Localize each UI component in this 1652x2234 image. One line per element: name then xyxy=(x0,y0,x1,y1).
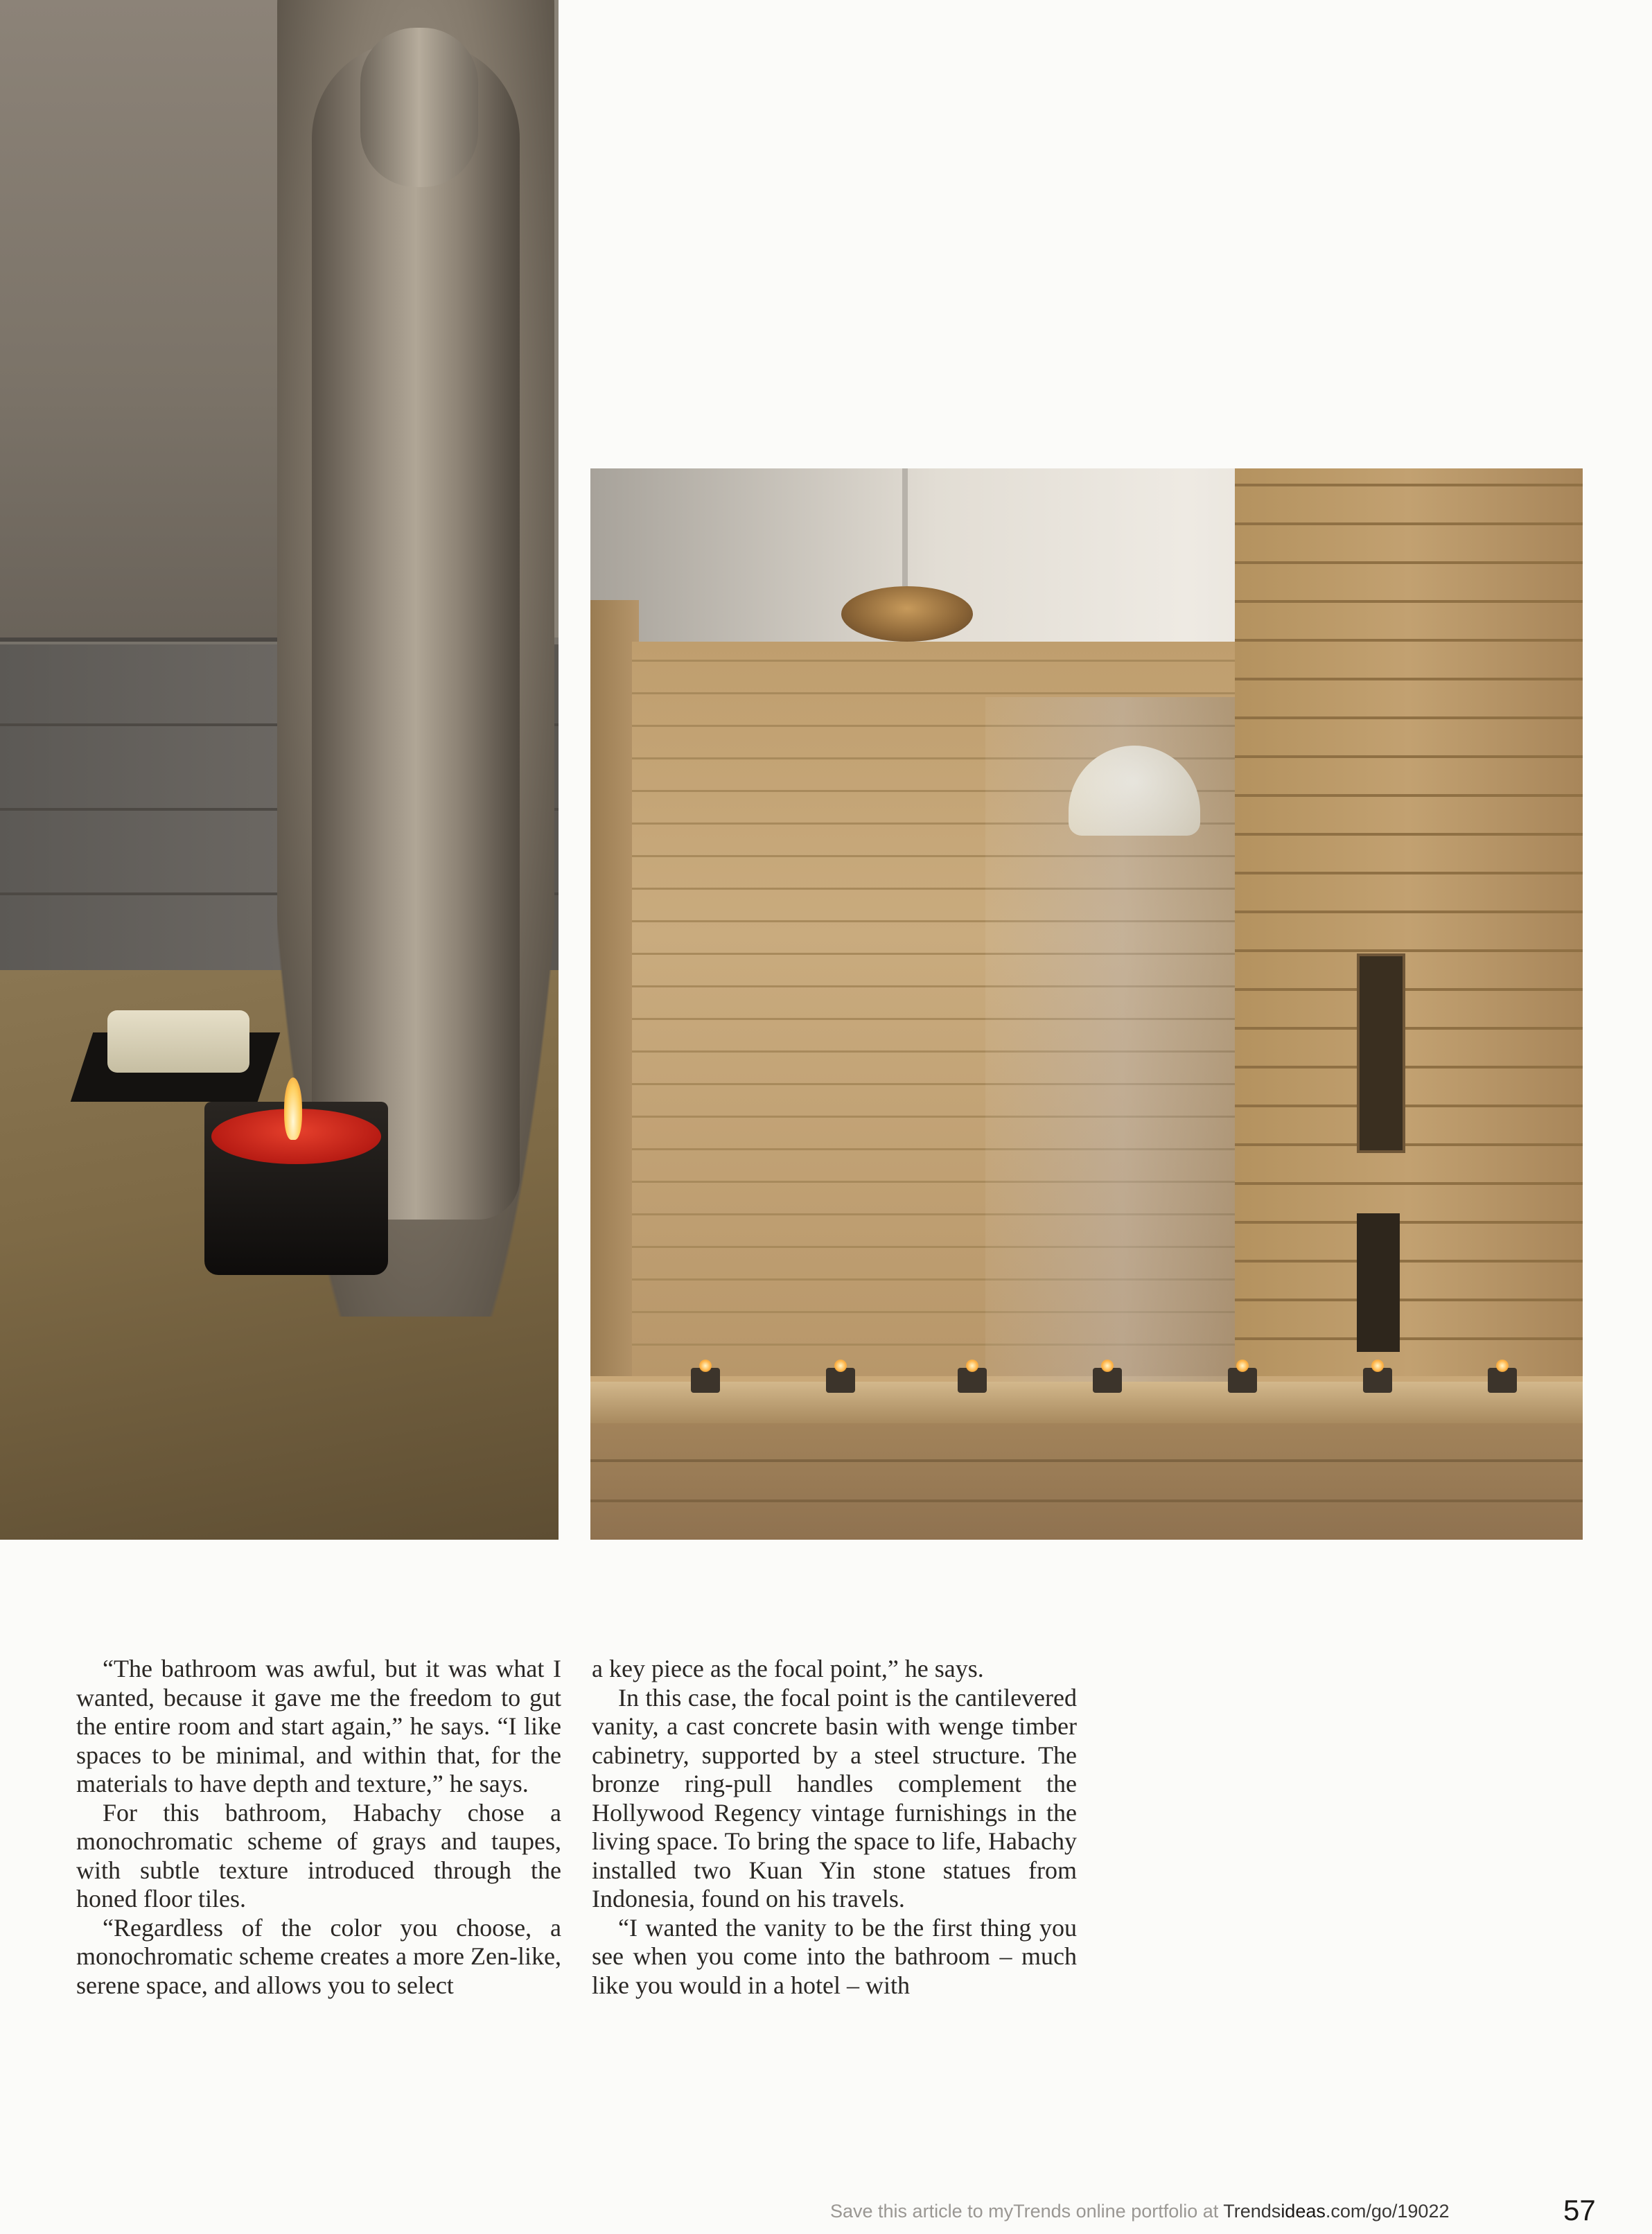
photo-glass-panel xyxy=(985,697,1235,1383)
footer-url[interactable] xyxy=(1223,2201,1449,2222)
body-paragraph: In this case, the focal point is the cantilevered vanity, a cast concrete basin with wenge timber cabinetry, supported by a steel structure. The bronze ring-pull handles complement the Hollywood Regency vintage furnishings in the living space. To bring the space to life, Habachy installed two Kuan Yin stone statues from Indonesia, found on his travels. xyxy=(592,1683,1077,1912)
photo-statue xyxy=(312,42,520,1220)
photo-shower-pipe xyxy=(902,468,908,586)
body-paragraph: “The bathroom was awful, but it was what I wanted, because it gave me the freedom to gut the entire room and start again,” he says. “I like spaces to be minimal, and within that, for the materials to have depth and texture,” he says. xyxy=(76,1655,561,1797)
votive-candle xyxy=(958,1368,987,1393)
body-paragraph: “Regardless of the color you choose, a monochromatic scheme creates a more Zen-like, serene space, and allows you to select xyxy=(76,1913,561,1999)
photo-valve xyxy=(1357,1213,1400,1352)
body-paragraph: “I wanted the vanity to be the first thing you see when you come into the bathroom – much like you would in a hotel – with xyxy=(592,1913,1077,1999)
votive-candle xyxy=(1093,1368,1122,1393)
photo-statue-head xyxy=(360,28,478,187)
footer-save-link xyxy=(830,2201,1599,2234)
photo-candle-flame xyxy=(284,1078,302,1140)
footer-url-suffix: .com/go/19022 xyxy=(1325,2201,1450,2222)
footer-url-bold: ideas xyxy=(1281,2201,1326,2222)
footer-url-prefix: Trends xyxy=(1223,2201,1281,2222)
photo-shower-head xyxy=(841,586,973,642)
footer-save-text: Save this article to myTrends online portfolio at xyxy=(830,2201,1224,2222)
photo-bath-front xyxy=(590,1423,1583,1540)
votive-candle xyxy=(826,1368,855,1393)
photo-shower xyxy=(590,468,1583,1540)
article-column-1 xyxy=(76,1655,561,2000)
photo-ledge xyxy=(590,1382,1583,1423)
photo-right-wall xyxy=(1235,468,1583,1376)
article-column-2 xyxy=(592,1655,1077,2000)
photo-statue-vanity xyxy=(0,0,559,1540)
photo-soap xyxy=(107,1010,249,1073)
photo-niche xyxy=(1357,953,1405,1153)
votive-candle xyxy=(1488,1368,1517,1393)
body-paragraph: a key piece as the focal point,” he says. xyxy=(592,1655,984,1682)
votive-candle xyxy=(1363,1368,1392,1393)
page-number: 57 xyxy=(1563,2194,1596,2226)
body-paragraph: For this bathroom, Habachy chose a monochromatic scheme of grays and taupes, with subtle texture introduced through the honed floor tiles. xyxy=(76,1798,561,1912)
votive-candle xyxy=(691,1368,720,1393)
votive-candle xyxy=(1228,1368,1257,1393)
